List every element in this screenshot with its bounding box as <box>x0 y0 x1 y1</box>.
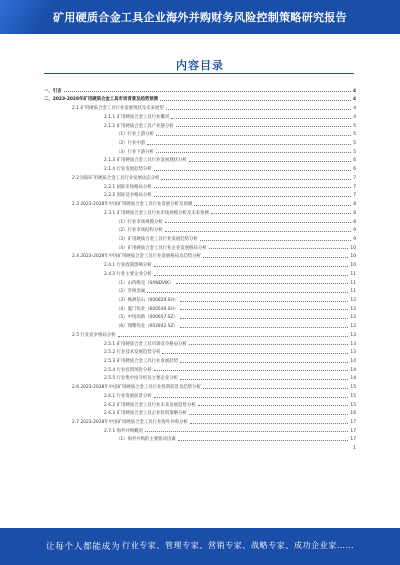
toc-leader-dots <box>176 126 352 127</box>
toc-entry-page: 12 <box>350 306 356 312</box>
toc-leader-dots <box>176 283 349 284</box>
toc-entry-page: 13 <box>350 341 356 347</box>
toc-entry[interactable] <box>44 294 356 303</box>
toc-entry[interactable] <box>44 303 356 312</box>
toc-entry[interactable] <box>44 312 356 321</box>
toc-entry[interactable] <box>44 129 356 138</box>
toc-entry-page: 5 <box>353 141 356 147</box>
toc-entry-title: （3）株洲钻石（600829.SH） <box>116 297 179 303</box>
toc-entry[interactable] <box>44 155 356 164</box>
toc-entry-page: 7 <box>353 193 356 199</box>
toc-entry[interactable] <box>44 225 356 234</box>
footer-banner <box>0 528 400 565</box>
toc-entry-page: 15 <box>350 402 356 408</box>
toc-leader-dots <box>154 397 349 398</box>
toc-entry-title: （3）矿用硬质合金工具行业发展趋势分析 <box>116 236 198 242</box>
header-banner <box>0 0 400 34</box>
toc-entry[interactable] <box>44 190 356 199</box>
toc-entry-title: （3）行业下游分析 <box>116 149 154 155</box>
toc-leader-dots <box>180 327 349 328</box>
report-title: 矿用硬质合金工具企业海外并购财务风险控制策略研究报告 <box>53 11 347 24</box>
toc-leader-dots <box>145 431 348 432</box>
toc-entry[interactable] <box>44 207 356 216</box>
toc-page-number <box>44 442 356 451</box>
toc-entry-title: （5）中钨高新（000657.SZ） <box>116 315 178 321</box>
toc-entry-title: 2.4.1 行业政策影响分析 <box>104 263 152 269</box>
toc-leader-dots <box>154 170 352 171</box>
toc-entry-title: （1）山特维克（SANDVIK） <box>116 280 174 286</box>
toc-entry-title: 2.6.1 行业发展前景分析 <box>104 393 152 399</box>
toc-entry-title: 2.1.4 行业发展趋势分析 <box>104 167 152 173</box>
toc-entry-title: 2.6.2 矿用硬质合金工具行业未来发展趋势分析 <box>104 402 196 408</box>
toc-entry[interactable] <box>44 373 356 382</box>
toc-leader-dots <box>180 379 348 380</box>
toc-leader-dots <box>180 362 348 363</box>
toc-entry-page: 12 <box>350 315 356 321</box>
toc-entry-page: 7 <box>353 184 356 190</box>
toc-entry-page: 14 <box>350 376 356 382</box>
toc-leader-dots <box>165 231 352 232</box>
toc-entry-page: 9 <box>353 236 356 242</box>
toc-leader-dots <box>165 222 352 223</box>
toc-entry[interactable] <box>44 416 356 425</box>
toc-leader-dots <box>64 91 351 92</box>
toc-leader-dots <box>203 388 349 389</box>
toc-entry[interactable] <box>44 137 356 146</box>
toc-entry-page: 15 <box>350 385 356 391</box>
toc-entry-page: 12 <box>350 324 356 330</box>
toc-leader-dots <box>147 292 348 293</box>
toc-entry-title: （1）海外并购的主要驱动因素 <box>116 437 176 443</box>
toc-entry[interactable] <box>44 381 356 390</box>
toc-entry[interactable] <box>44 390 356 399</box>
toc-leader-dots <box>203 257 349 258</box>
toc-entry-title: 2.3 2023-2028年中国矿用硬质合金工具行业发展分析及预测 <box>72 202 193 208</box>
toc-entry-page: 4 <box>352 97 356 103</box>
toc-entry-title: 2.5.5 行业集中度分析及主要企业分析 <box>104 376 179 382</box>
toc-entry-title: 2.2.2 国际竞争格局分析 <box>104 193 152 199</box>
page-number: 1 <box>353 446 356 452</box>
toc-entry-page: 7 <box>353 175 356 181</box>
toc-leader-dots <box>156 152 351 153</box>
toc-leader-dots <box>211 213 351 214</box>
toc-leader-dots <box>154 196 352 197</box>
toc-entry-title: 2.3.1 矿用硬质合金工具行业市场规模分析及未来预测 <box>104 210 209 216</box>
toc-entry-title: 2.5.1 矿用硬质合金工具市场竞争格局分析 <box>104 341 187 347</box>
toc-entry-page: 5 <box>353 132 356 138</box>
toc-entry-title: 2.7.1 海外并购概况 <box>104 428 143 434</box>
toc-entry-page: 17 <box>350 420 356 426</box>
toc-leader-dots <box>160 100 351 101</box>
toc-leader-dots <box>189 414 349 415</box>
toc-leader-dots <box>118 336 349 337</box>
toc-entry-title: （1）行业市场规模分析 <box>116 219 163 225</box>
toc-leader-dots <box>166 109 351 110</box>
toc-entry-page: 11 <box>350 280 356 286</box>
toc-entry[interactable] <box>44 251 356 260</box>
toc-entry-title: 2.1.1 矿用硬质合金工具行业概况 <box>104 114 170 120</box>
footer-tagline: 行业专家、管理专家、营销专家、战略专家、成功企业家…… <box>122 541 355 550</box>
toc-entry[interactable] <box>44 355 356 364</box>
toc-leader-dots <box>190 423 349 424</box>
toc-leader-dots <box>154 370 349 371</box>
toc-entry-page: 10 <box>350 254 356 260</box>
toc-entry[interactable] <box>44 425 356 434</box>
toc-entry[interactable] <box>44 94 356 103</box>
toc-entry[interactable] <box>44 268 356 277</box>
toc-entry[interactable] <box>44 408 356 417</box>
toc-leader-dots <box>194 205 351 206</box>
toc-entry[interactable] <box>44 181 356 190</box>
toc-entry-title: 2.6 2023-2028年中国矿用硬质合金工具行业投资前景及趋势分析 <box>72 385 201 391</box>
toc-entry-title: 2.5.3 矿用硬质合金工具行业发展趋势 <box>104 359 179 364</box>
toc-leader-dots <box>156 135 351 136</box>
toc-leader-dots <box>180 301 348 302</box>
toc-entry[interactable] <box>44 120 356 129</box>
footer-slogan: 让每个人都能成为 <box>46 542 121 552</box>
toc-leader-dots <box>198 405 349 406</box>
toc-entry-title: 2.1.2 矿用硬质合金工具产业链分析 <box>104 123 174 129</box>
toc-entry-page: 15 <box>350 393 356 399</box>
toc-entry[interactable] <box>44 338 356 347</box>
toc-entry[interactable] <box>44 364 356 373</box>
toc-entry-page: 4 <box>353 106 356 112</box>
toc-entry-page: 6 <box>353 167 356 173</box>
toc-leader-dots <box>209 248 349 249</box>
toc-leader-dots <box>189 161 351 162</box>
toc-entry-page: 16 <box>350 411 356 417</box>
toc-entry-page: 17 <box>350 437 356 443</box>
toc-entry[interactable] <box>44 320 356 329</box>
toc-entry[interactable] <box>44 286 356 295</box>
toc-entry[interactable] <box>44 277 356 286</box>
toc-entry[interactable] <box>44 259 356 268</box>
toc-leader-dots <box>154 187 352 188</box>
toc-divider <box>44 73 354 74</box>
toc-entry-page: 11 <box>350 289 356 295</box>
toc-entry[interactable] <box>44 198 356 207</box>
toc-entry-page: 13 <box>350 350 356 356</box>
toc-entry-title: 2.2.1 国际市场格局分析 <box>104 184 152 190</box>
toc-entry[interactable] <box>44 163 356 172</box>
toc-entry[interactable] <box>44 85 356 94</box>
toc-entry-page: 5 <box>353 123 356 129</box>
toc-entry[interactable] <box>44 242 356 251</box>
toc-entry-page: 10 <box>350 245 356 251</box>
toc-entry-page: 14 <box>350 367 356 373</box>
toc-entry-title: 2.4 2023-2028年中国矿用硬质合金工具行业发展格局及趋势分析 <box>72 254 201 260</box>
toc-entry-title: 2.6.3 矿用硬质合金工具企业投资策略分析 <box>104 411 187 417</box>
table-of-contents <box>44 85 356 451</box>
toc-entry-page: 12 <box>350 297 356 303</box>
toc-entry-page: 14 <box>350 359 356 364</box>
toc-entry[interactable] <box>44 111 356 120</box>
toc-entry-page: 8 <box>353 219 356 225</box>
toc-entry-page: 17 <box>350 428 356 434</box>
toc-entry-page: 9 <box>353 228 356 234</box>
toc-leader-dots <box>161 179 351 180</box>
toc-leader-dots <box>189 344 349 345</box>
toc-leader-dots <box>171 118 351 119</box>
toc-entry-title: （2）行业市场结构分析 <box>116 228 163 234</box>
toc-entry-page: 11 <box>350 271 356 277</box>
toc-entry[interactable] <box>44 233 356 242</box>
toc-leader-dots <box>154 266 349 267</box>
toc-entry-page: 5 <box>353 149 356 155</box>
toc-entry-page: 8 <box>353 202 356 208</box>
toc-entry-page: 4 <box>353 114 356 120</box>
toc-entry-title: 2.5.2 行业技术发展趋势分析 <box>104 350 161 356</box>
toc-heading: 内容目录 <box>176 59 224 72</box>
toc-entry[interactable] <box>44 102 356 111</box>
toc-entry-title: 2.5 行业竞争格局分析 <box>72 332 116 338</box>
toc-entry-page: 13 <box>350 332 356 338</box>
toc-leader-dots <box>180 309 348 310</box>
toc-entry-title: （2）行业中游 <box>116 141 146 147</box>
toc-entry[interactable] <box>44 216 356 225</box>
toc-leader-dots <box>154 275 349 276</box>
toc-entry-title: （6）翔鹭钨业（002842.SZ） <box>116 324 178 330</box>
toc-entry-page: 6 <box>353 158 356 164</box>
toc-entry-page: 10 <box>350 263 356 269</box>
toc-entry-title: 2.2 国际矿用硬质合金工具行业发展动态分析 <box>72 175 160 181</box>
toc-entry[interactable] <box>44 172 356 181</box>
toc-entry-page: 8 <box>353 210 356 216</box>
toc-leader-dots <box>147 144 351 145</box>
toc-entry-title: （1）行业上游分析 <box>116 132 154 138</box>
toc-entry[interactable] <box>44 399 356 408</box>
toc-entry-title: 2.4.2 行业主要企业分析 <box>104 271 152 277</box>
toc-leader-dots <box>178 440 349 441</box>
toc-entry[interactable] <box>44 434 356 443</box>
toc-entry[interactable] <box>44 329 356 338</box>
toc-entry-page: 4 <box>352 88 356 94</box>
toc-entry-title: （4）厦门钨业（600549.SH） <box>116 306 179 312</box>
toc-entry[interactable] <box>44 347 356 356</box>
toc-entry-title: 2.1 矿用硬质合金工具行业发展现状及未来展望 <box>72 106 164 112</box>
toc-entry-title: 一、引言 <box>44 88 62 94</box>
toc-entry-title: （4）矿用硬质合金工具行业企业发展格局分析 <box>116 245 207 251</box>
toc-entry-title: 2.7 2023-2028年中国矿用硬质合金工具行业海外并购分析 <box>72 420 188 426</box>
toc-entry-title: （2）肯纳金属 <box>116 289 146 295</box>
toc-leader-dots <box>180 318 349 319</box>
toc-leader-dots <box>200 240 351 241</box>
toc-entry-title: 2.5.4 行业投资风险分析 <box>104 367 152 373</box>
toc-entry-title: 2.1.3 矿用硬质合金工具行业发展现状分析 <box>104 158 187 164</box>
toc-leader-dots <box>162 353 348 354</box>
toc-entry[interactable] <box>44 146 356 155</box>
toc-entry-title: 二、2023-2028年矿用硬质合金工具市场背景及趋势预测 <box>44 97 159 103</box>
